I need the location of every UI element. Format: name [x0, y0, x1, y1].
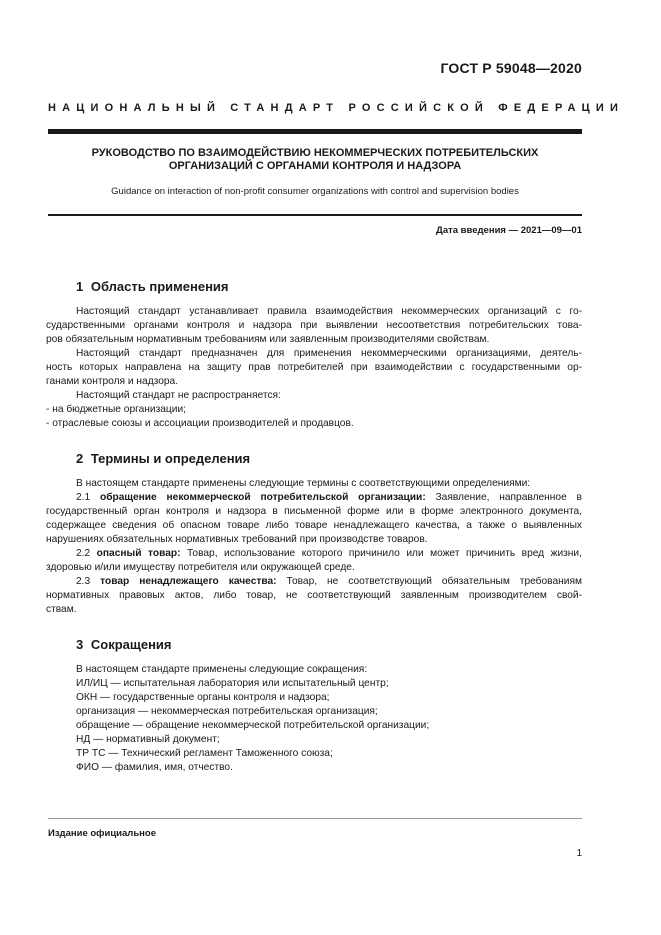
term-definition-line — [46, 575, 582, 589]
list-item: - отраслевые союзы и ассоциации производителей и продавцов. — [46, 418, 354, 429]
official-edition-label: Издание официальное — [48, 828, 156, 839]
term-name: обращение некоммерческой потребительской организации: — [99, 492, 426, 503]
section-heading — [76, 451, 582, 467]
term-definition-line — [46, 547, 582, 561]
section-body — [46, 477, 582, 617]
section-heading — [76, 279, 582, 295]
document-body — [46, 279, 582, 795]
paragraph-line: нормативных правовых актов, либо товар, не соответствующий заявленным производителем свой- — [46, 590, 582, 601]
section-scope — [46, 279, 582, 431]
paragraph-line: В настоящем стандарте применены следующие термины с соответствующими определениями: — [76, 478, 531, 489]
paragraph-line: ров обязательным нормативным требованиям или заявленным производителями свойствам. — [46, 334, 490, 345]
section-abbreviations — [76, 637, 582, 775]
term-number: 2.3 — [76, 576, 91, 587]
section-body — [46, 663, 582, 775]
paragraph-line: В настоящем стандарте применены следующие сокращения: — [76, 664, 368, 675]
section-body — [46, 305, 582, 431]
term-text: Товар, не соответствующий обязательным требованиям — [286, 576, 582, 587]
paragraph-line: нарушениях обязательных нормативных требований при производстве товаров. — [46, 534, 428, 545]
national-standard-banner: НАЦИОНАЛЬНЫЙ СТАНДАРТ РОССИЙСКОЙ ФЕДЕРАЦИИ — [48, 102, 625, 114]
abbreviation-item: ОКН — государственные органы контроля и надзора; — [76, 692, 330, 703]
term-number: 2.1 — [76, 492, 91, 503]
term-text: Товар, использование которого причинило или может причинить вред жизни, — [186, 548, 582, 559]
section-heading — [76, 637, 582, 653]
abbreviation-item: обращение — обращение некоммерческой потребительской организации; — [76, 720, 430, 731]
section-terms — [46, 451, 582, 617]
document-title-line: ОРГАНИЗАЦИЙ С ОРГАНАМИ КОНТРОЛЯ И НАДЗОРА — [168, 160, 462, 172]
list-item: - на бюджетные организации; — [46, 404, 186, 415]
section-number: 3 — [76, 637, 84, 652]
document-subtitle-english: Guidance on interaction of non-profit consumer organizations with control and supervision bodies — [111, 186, 519, 197]
abbreviation-item: ТР ТС — Технический регламент Таможенного союза; — [76, 748, 333, 759]
term-name: товар ненадлежащего качества: — [100, 576, 277, 587]
abbreviation-item: ИЛ/ИЦ — испытательная лаборатория или испытательный центр; — [76, 678, 389, 689]
term-definition-line — [46, 491, 582, 505]
paragraph-line: ность которых направлена на защиту прав потребителей при взаимодействии с государственными ор- — [46, 362, 582, 373]
section-title: Сокращения — [90, 637, 172, 652]
paragraph-line: государственный орган контроля и надзора в письменной форме или в форме электронного документа, — [46, 506, 582, 517]
section-number: 1 — [76, 279, 84, 294]
header-divider-thick — [48, 129, 582, 134]
standard-number: ГОСТ Р 59048—2020 — [440, 60, 582, 76]
section-number: 2 — [76, 451, 84, 466]
section-title: Термины и определения — [90, 451, 251, 466]
term-text: Заявление, направленное в — [435, 492, 582, 503]
abbreviation-item: организация — некоммерческая потребительская организация; — [76, 706, 378, 717]
paragraph-line: Настоящий стандарт предназначен для применения некоммерческими организациями, деятель- — [76, 348, 582, 359]
paragraph-line: сударственными органами контроля и надзора при выявлении несоответствия потребительских това- — [46, 320, 582, 331]
section-title: Область применения — [90, 279, 229, 294]
header-divider-thin — [48, 214, 582, 216]
introduction-date: Дата введения — 2021—09—01 — [436, 225, 582, 236]
document-title — [48, 147, 582, 173]
term-number: 2.2 — [76, 548, 91, 559]
paragraph-line: ганами контроля и надзора. — [46, 376, 179, 387]
abbreviation-item: НД — нормативный документ; — [76, 734, 220, 745]
abbreviation-item: ФИО — фамилия, имя, отчество. — [76, 762, 233, 773]
paragraph-line: содержащее сведения об опасном товаре либо товаре ненадлежащего качества, а также о выявленных — [46, 520, 582, 531]
page-number: 1 — [576, 848, 582, 859]
paragraph-line: здоровью и/или имуществу потребителя или окружающей среде. — [46, 562, 355, 573]
paragraph-line: ствам. — [46, 604, 77, 615]
document-title-line: РУКОВОДСТВО ПО ВЗАИМОДЕЙСТВИЮ НЕКОММЕРЧЕСКИХ ПОТРЕБИТЕЛЬСКИХ — [91, 147, 539, 159]
paragraph-line: Настоящий стандарт не распространяется: — [76, 390, 281, 401]
footer-divider — [48, 818, 582, 819]
term-name: опасный товар: — [96, 548, 181, 559]
paragraph-line: Настоящий стандарт устанавливает правила взаимодействия некоммерческих организаций с го- — [76, 306, 582, 317]
